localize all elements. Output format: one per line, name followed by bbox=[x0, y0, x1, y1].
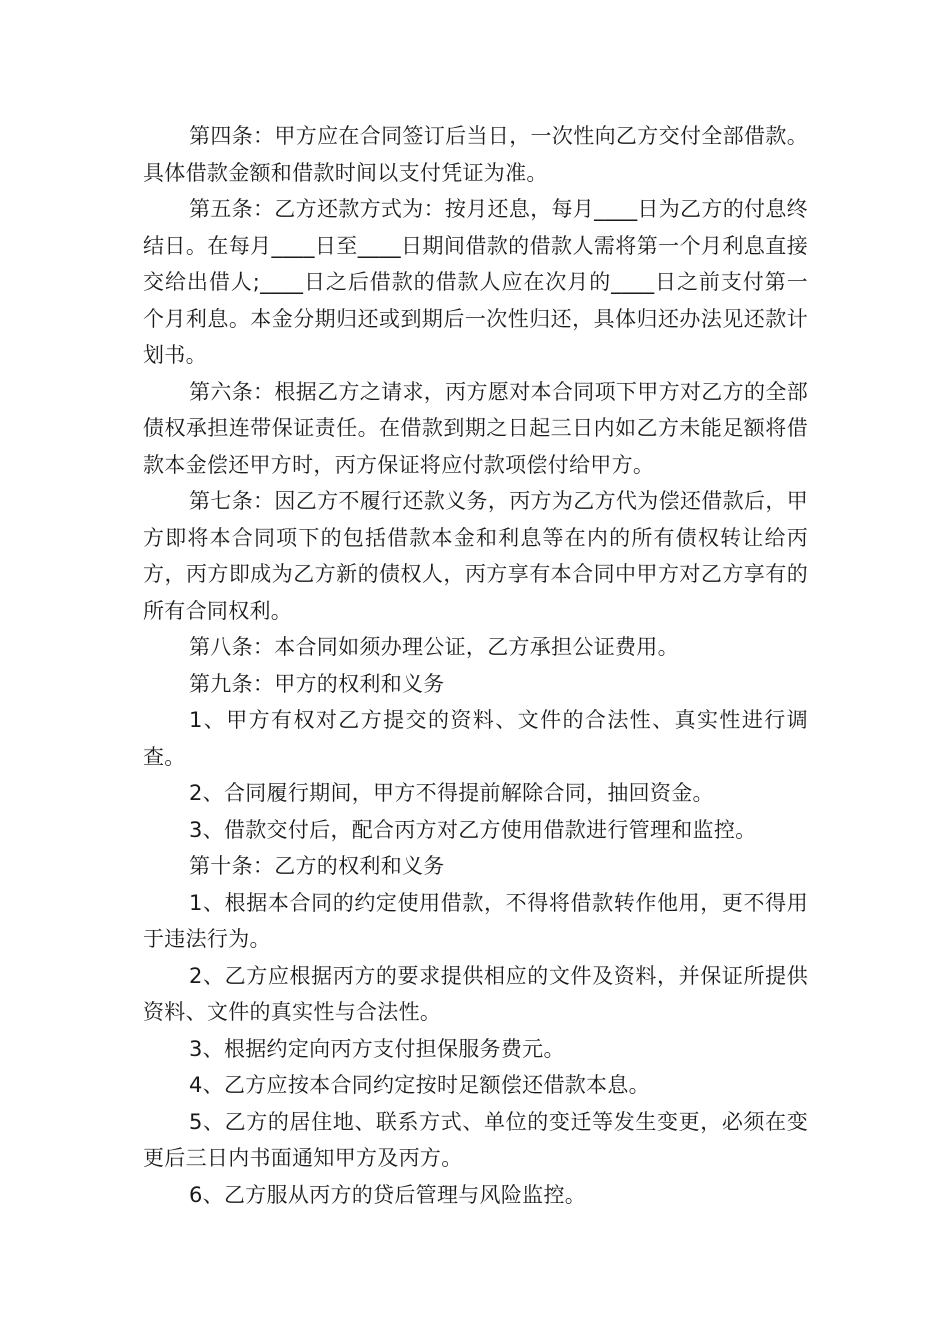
article-10-item-3: 3、根据约定向丙方支付担保服务费元。 bbox=[189, 1036, 565, 1061]
article-10-item-2: 2、乙方应根据丙方的要求提供相应的文件及资料，并保证所提供资料、文件的真实性与合法性。 bbox=[143, 963, 808, 1024]
document-body bbox=[143, 118, 808, 1213]
article-9-heading: 第九条：甲方的权利和义务 bbox=[189, 671, 445, 696]
article-9-item-3: 3、借款交付后，配合丙方对乙方使用借款进行管理和监控。 bbox=[189, 817, 757, 842]
article-10-item-1: 1、根据本合同的约定使用借款，不得将借款转作他用，更不得用于违法行为。 bbox=[143, 890, 808, 951]
article-8-paragraph: 第八条：本合同如须办理公证，乙方承担公证费用。 bbox=[189, 635, 679, 659]
article-9-item-1: 1、甲方有权对乙方提交的资料、文件的合法性、真实性进行调查。 bbox=[143, 708, 808, 769]
article-5-paragraph: 第五条：乙方还款方式为：按月还息，每月____日为乙方的付息终结日。在每月____日至____日期间借款的借款人需将第一个月利息直接交给出借人;____日之后借款的借款人应在次月的____日之前支付第一个月利息。本金分期归还或到期后一次性归还，具体归还办法见还款计划书。 bbox=[143, 197, 808, 367]
article-10-heading: 第十条：乙方的权利和义务 bbox=[189, 854, 445, 878]
article-7-paragraph: 第七条：因乙方不履行还款义务，丙方为乙方代为偿还借款后，甲方即将本合同项下的包括借款本金和利息等在内的所有债权转让给丙方，丙方即成为乙方新的债权人，丙方享有本合同中甲方对乙方享有的所有合同权利。 bbox=[143, 489, 808, 623]
article-10-item-5: 5、乙方的居住地、联系方式、单位的变迁等发生变更，必须在变更后三日内书面通知甲方及丙方。 bbox=[143, 1109, 808, 1170]
article-6-paragraph: 第六条：根据乙方之请求，丙方愿对本合同项下甲方对乙方的全部债权承担连带保证责任。在借款到期之日起三日内如乙方未能足额将借款本金偿还甲方时，丙方保证将应付款项偿付给甲方。 bbox=[143, 379, 808, 477]
article-10-item-4: 4、乙方应按本合同约定按时足额偿还借款本息。 bbox=[189, 1073, 650, 1097]
article-9-item-2: 2、合同履行期间，甲方不得提前解除合同，抽回资金。 bbox=[189, 781, 714, 805]
article-10-item-6: 6、乙方服从丙方的贷后管理与风险监控。 bbox=[189, 1182, 587, 1207]
article-4-paragraph: 第四条：甲方应在合同签订后当日，一次性向乙方交付全部借款。具体借款金额和借款时间以支付凭证为准。 bbox=[143, 124, 808, 185]
